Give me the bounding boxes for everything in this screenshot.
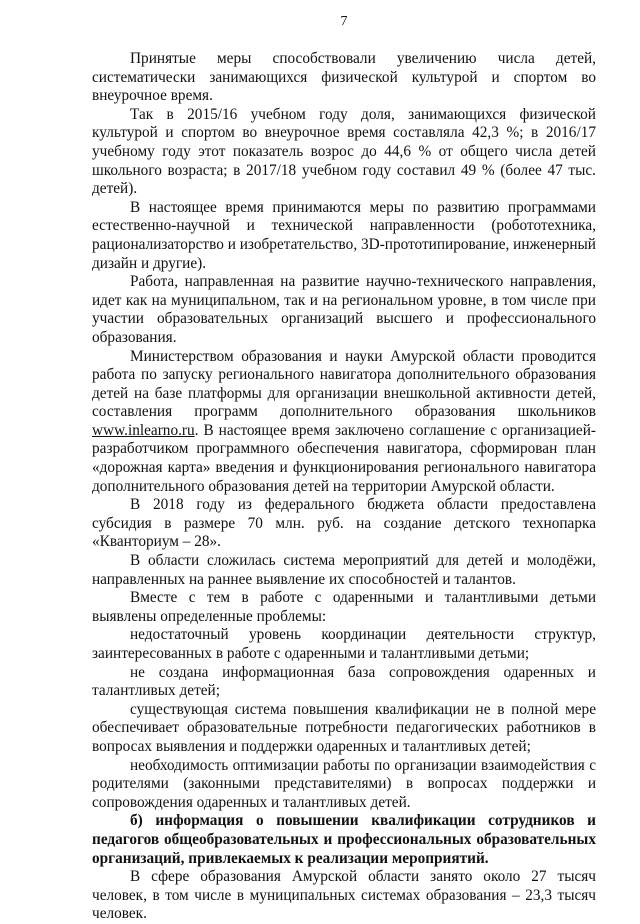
paragraph-5-text-before: Министерством образования и науки Амурской области проводится работа по запуску регионального навигатора дополнительного образования детей на базе платформы для организации внешкольной активности детей, составления программ дополнительного образования школьников bbox=[92, 347, 596, 421]
paragraph-last: В сфере образования Амурской области занято около 27 тысяч человек, в том числе в муниципальных системах образования – 23,3 тысяч человек. bbox=[92, 868, 596, 923]
problem-item-4: необходимость оптимизации работы по организации взаимодействия с родителями (законными представителями) в вопросах поддержки и сопровождения одаренных и талантливых детей. bbox=[92, 756, 596, 811]
problem-item-2: не создана информационная база сопровождения одаренных и талантливых детей; bbox=[92, 663, 596, 700]
paragraph-5 bbox=[92, 348, 596, 497]
section-heading-b: б) информация о повышении квалификации сотрудников и педагогов общеобразовательных и профессиональных образовательных организаций, привлекаемых к реализации мероприятий. bbox=[92, 812, 596, 867]
paragraph-6: В 2018 году из федерального бюджета области предоставлена субсидия в размере 70 млн. руб. на создание детского технопарка «Кванториум – 28». bbox=[92, 496, 596, 551]
paragraph-3: В настоящее время принимаются меры по развитию программами естественно-научной и технической направленности (робототехника, рационализаторство и изобретательство, 3D-прототипирование, инженерный дизайн и другие). bbox=[92, 198, 596, 272]
problem-item-3: существующая система повышения квалификации не в полной мере обеспечивает образовательные потребности педагогических работников в вопросах выявления и поддержки одаренных и талантливых детей; bbox=[92, 700, 596, 755]
paragraph-8: Вместе с тем в работе с одаренными и талантливыми детьми выявлены определенные проблемы: bbox=[92, 589, 596, 625]
paragraph-2: Так в 2015/16 учебном году доля, занимающихся физической культурой и спортом во внеурочное время составляла 42,3 %; в 2016/17 учебному году этот показатель возрос до 44,6 % от общего числа детей школьного возраста; в 2017/18 учебном году составил 49 % (более 47 тыс. детей). bbox=[92, 105, 596, 198]
page-number: 7 bbox=[340, 14, 348, 29]
paragraph-5-text-after: . В настоящее время заключено соглашение с организацией-разработчиком программного обеспечения навигатора, сформирован план «дорожная карта» введения и функционирования регионального навигатора дополнительного образования детей на территории Амурской области. bbox=[92, 421, 596, 495]
navigator-link[interactable]: www.inlearno.ru bbox=[92, 421, 195, 439]
paragraph-7: В области сложилась система мероприятий для детей и молодёжи, направленных на раннее выявление их способностей и талантов. bbox=[92, 552, 596, 588]
paragraph-4: Работа, направленная на развитие научно-технического направления, идет как на муниципальном, так и на региональном уровне, в том числе при участии образовательных организаций высшего и профессионального образования. bbox=[92, 273, 596, 346]
paragraph-1: Принятые меры способствовали увеличению числа детей, систематически занимающихся физической культурой и спортом во внеурочное время. bbox=[92, 50, 596, 105]
problem-item-1: недостаточный уровень координации деятельности структур, заинтересованных в работе с одаренными и талантливыми детьми; bbox=[92, 626, 596, 662]
